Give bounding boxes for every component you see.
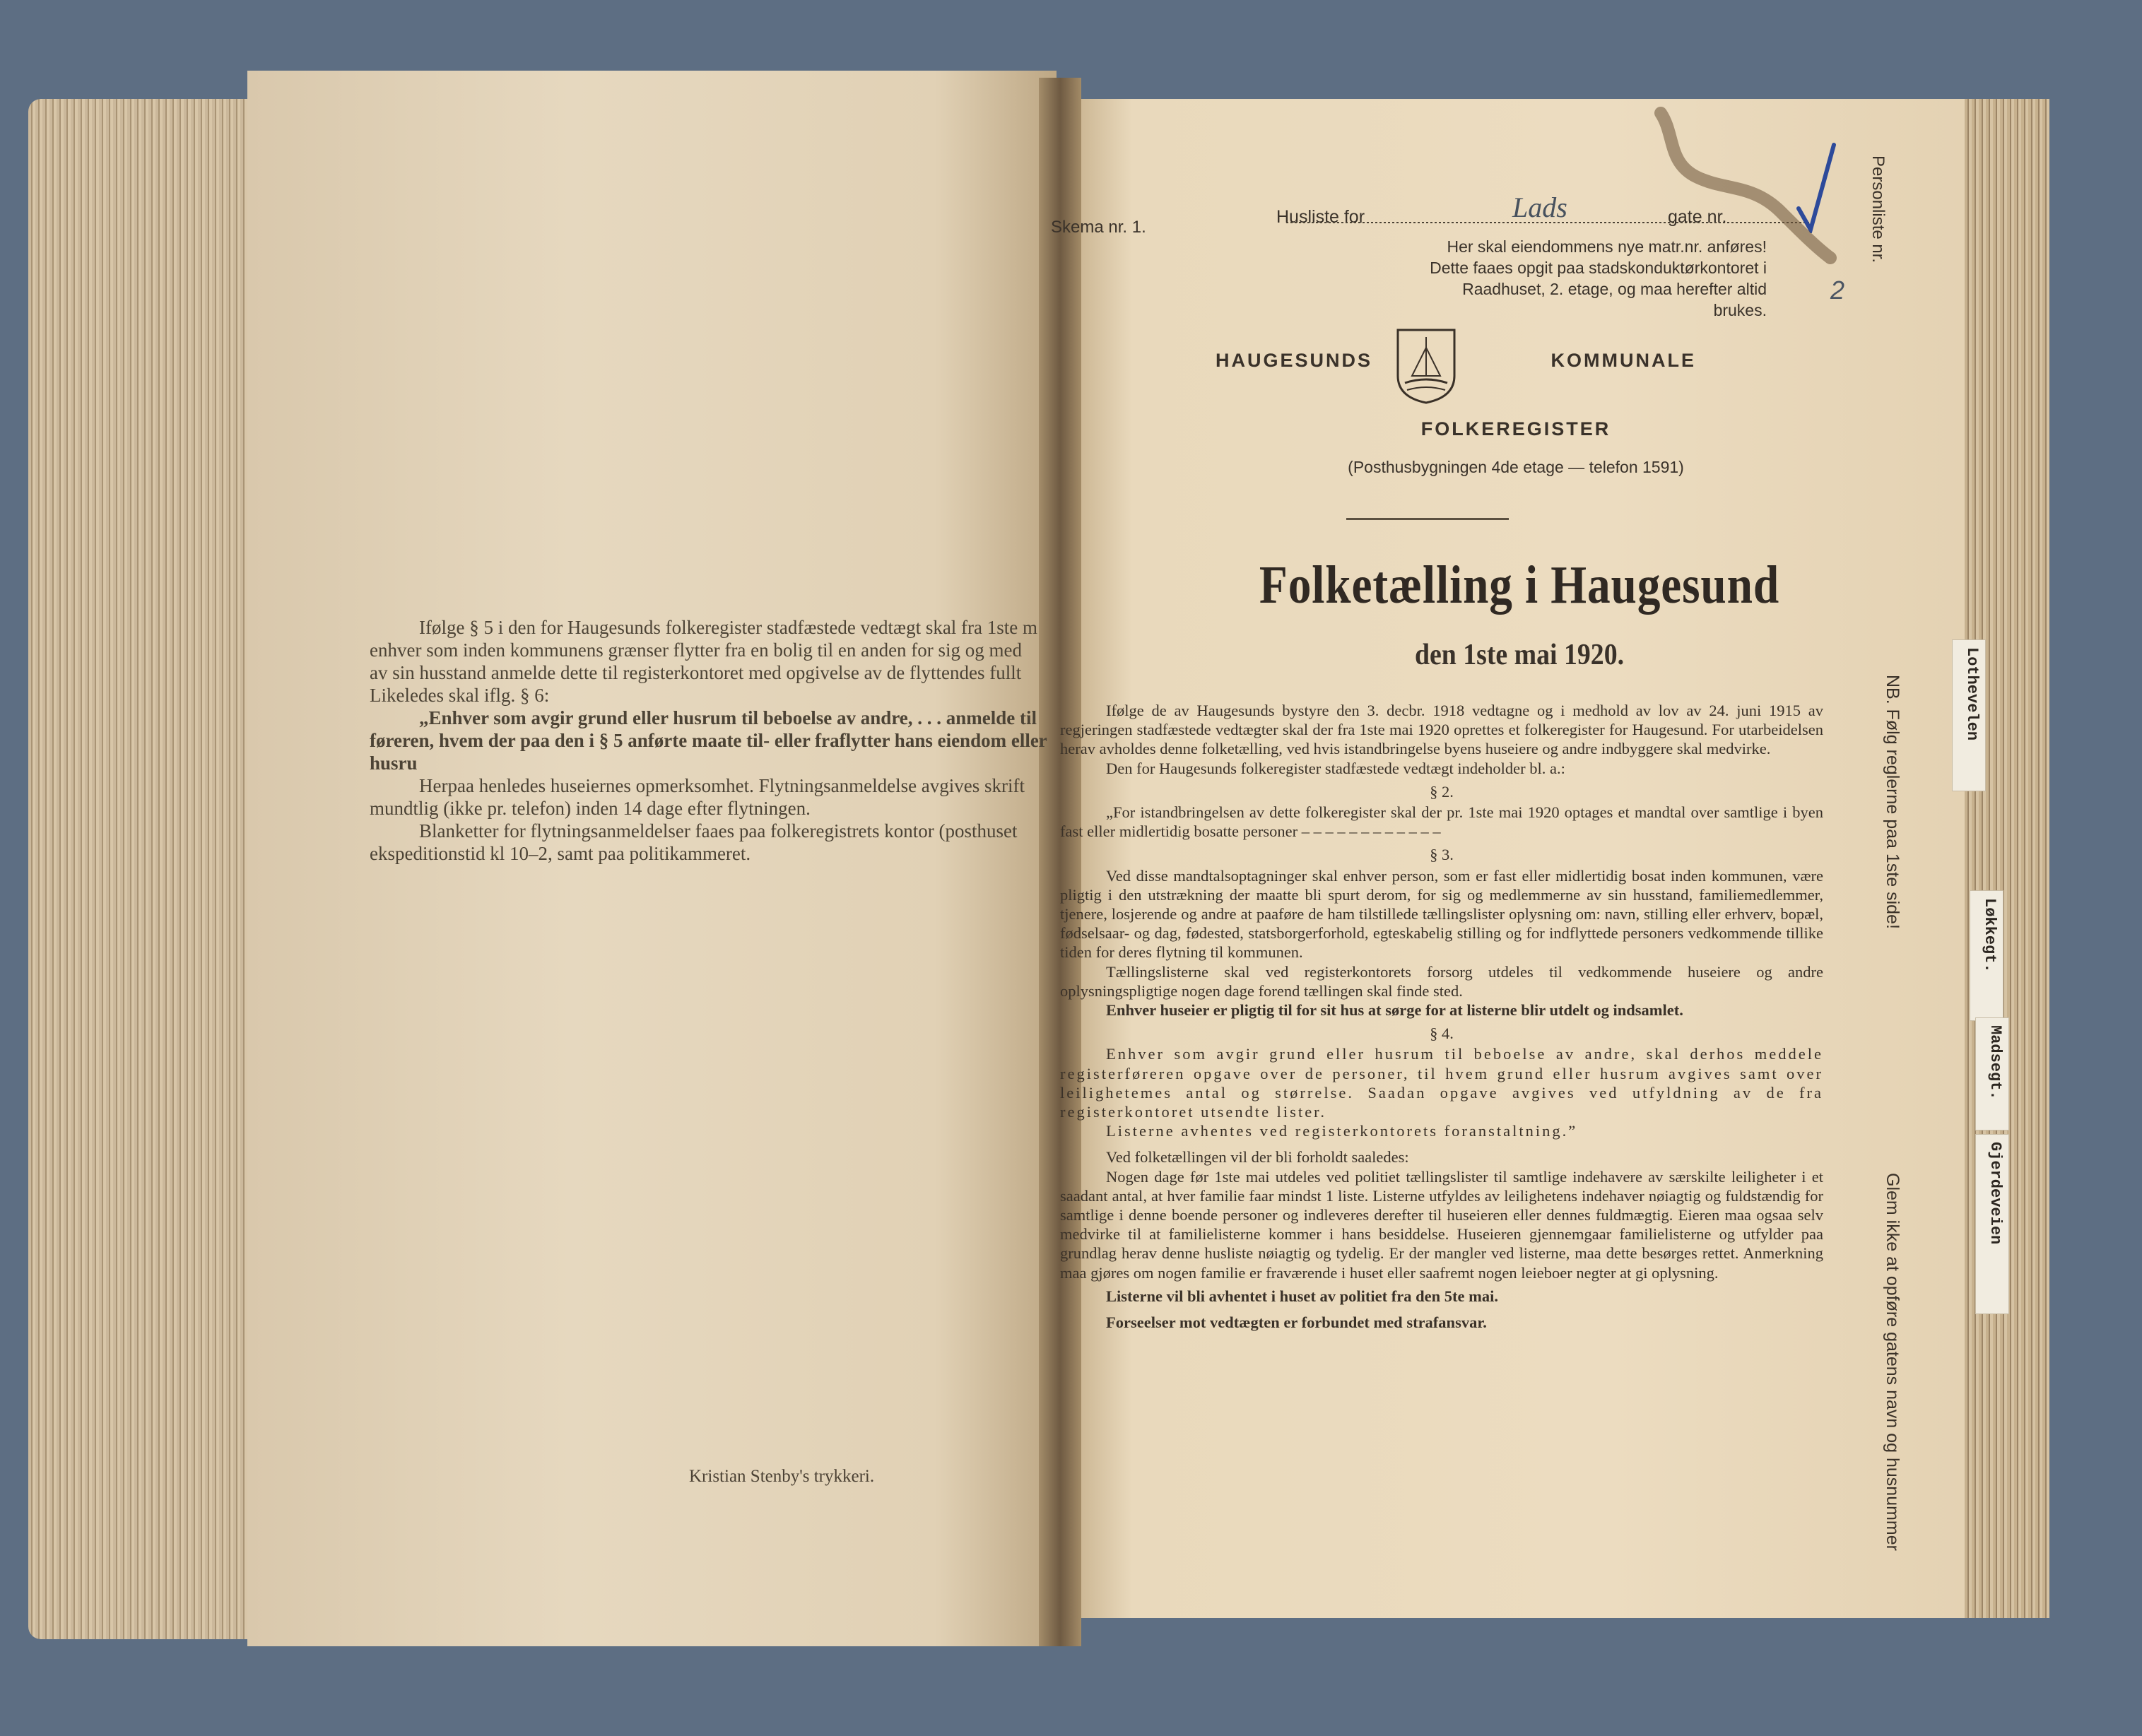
section-paragraph: „For istandbringelsen av dette folkeregister skal der pr. 1ste mai 1920 optages et mandtal over samtlige i byen fast eller midlertidig bosatte personer – – – – – – – – – – – – [1060, 803, 1823, 841]
handwritten-street: Lads [1512, 191, 1567, 223]
left-page-notice [370, 616, 1048, 865]
left-paragraph: „Enhver som avgir grund eller husrum til beboelse av andre, . . . anmelde til [419, 707, 1037, 728]
procedure-heading: Ved folketællingen vil der bli forholdt saaledes: [1106, 1148, 1409, 1167]
section-heading: § 4. [1430, 1025, 1454, 1043]
husliste-label: Husliste for [1276, 207, 1365, 227]
coat-of-arms-icon [1394, 326, 1458, 404]
left-paragraph: ekspeditionstid kl 10–2, samt paa politikammeret. [370, 843, 751, 864]
census-date: den 1ste mai 1920. [1414, 639, 1625, 671]
index-tab[interactable]: Lothevelen [1952, 639, 1986, 791]
section-paragraph: Ved disse mandtalsoptagninger skal enhver person, som er fast eller midlertidig bosat inden kommunen, være pligtig i den utstrækning der maatte bli spurt derom, for sig og medlemmerne av sin husstand, familiemedlemmer, tjenere, losjerende og andre at paaføre de ham tilstillede tællingslister oplysning om: navn, stilling eller erhverv, bopæl, fødselsaar- og dag, fødested, statsborgerforhold, egteskabelig stilling og for indflyttede personers vedkommende tillike tiden for deres flytning til kommunen. [1060, 866, 1823, 962]
left-paragraph: Ifølge § 5 i den for Haugesunds folkeregister stadfæstede vedtægt skal fra 1ste m [419, 617, 1038, 638]
intro-paragraph: Den for Haugesunds folkeregister stadfæstede vedtægt indeholder bl. a.: [1106, 759, 1565, 777]
index-tab[interactable]: Madsegt. [1975, 1017, 2009, 1130]
penalty-notice: Forseelser mot vedtægten er forbundet med strafansvar. [1106, 1313, 1487, 1332]
index-tab[interactable]: Gjerdeveien [1975, 1134, 2009, 1314]
personliste-number-handwritten: 2 [1830, 276, 1845, 305]
printer-imprint: Kristian Stenby's trykkeri. [689, 1467, 875, 1486]
book-page-edges-left [28, 99, 261, 1639]
form-number: Skema nr. 1. [1051, 218, 1146, 237]
procedure-paragraph: Nogen dage før 1ste mai utdeles ved politiet tællingslister til samtlige indehavere av særskilte leiligheter i et saadant antal, at hver familie faar mindst 1 liste. Listerne utfyldes av leilighetens indehaver nøiagtig og fuldstændig for samtlige i denne boende personer og indleveres derefter til huseieren eller dennes fuldmægtig. Eieren maa ogsaa selv medvirke til at familielisterne kommer i hans besiddelse. Huseieren gjennemgaar familielisterne og utfylder paa grundlag herav denne husliste nøiagtig og tydelig. Er der mangler ved listerne, maa dette besørges rettet. Anmerkning maa gjøres om nogen familie er fraværende i huset eller saafremt nogen leieboer negter at gi oplysning. [1060, 1167, 1823, 1282]
left-paragraph: føreren, hvem der paa den i § 5 anførte maate til- eller fraflytter hans eiendom eller husru [370, 730, 1047, 774]
registry-heading: FOLKEREGISTER [1420, 418, 1611, 439]
index-tab[interactable]: Løkkegt. [1970, 890, 2003, 1021]
registry-address: (Posthusbygningen 4de etage — telefon 1591) [1348, 458, 1684, 476]
section-heading: § 2. [1430, 782, 1454, 801]
property-number-note: Her skal eiendommens nye matr.nr. anføres! Dette faaes opgit paa stadskonduktørkontoret i Raadhuset, 2. etage, og maa herefter altid brukes. [1430, 237, 1767, 319]
pickup-notice: Listerne vil bli avhentet i huset av politiet fra den 5te mai. [1106, 1287, 1498, 1305]
personliste-label: Personliste nr. [1869, 155, 1888, 264]
nb-margin-note: NB. Følg reglerne paa 1ste side! [1883, 675, 1902, 929]
divider [1346, 518, 1509, 520]
section-paragraph: Listerne avhentes ved registerkontorets foranstaltning.” [1106, 1122, 1578, 1140]
reminder-margin-note: Glem ikke at opføre gatens navn og husnummer [1883, 1173, 1902, 1551]
section-paragraph: Enhver som avgir grund eller husrum til beboelse av andre, skal derhos meddele registerføreren opgave over de personer, til hvem grund eller husrum avgives samt over leilighetemes antal og størrelse. Saadan opgave avgives ved utfyldning av de fra registerkontoret utsendte lister. [1060, 1045, 1823, 1121]
left-paragraph: av sin husstand anmelde dette til registerkontoret med opgivelse av de flyttendes fullt [370, 662, 1022, 683]
left-paragraph: enhver som inden kommunens grænser flytter fra en bolig til en anden for sig og med [370, 639, 1023, 661]
left-paragraph: Herpaa henledes huseiernes opmerksomhet. Flytningsanmeldelse avgives skrift [419, 775, 1025, 796]
intro-paragraph: Ifølge de av Haugesunds bystyre den 3. decbr. 1918 vedtagne og i medhold av lov av 24. juni 1915 av regjeringen stadfæstede vedtægter skal der fra 1ste mai 1920 oprettes et folkeregister for Haugesund. For utarbeidelsen herav avholdes denne folketælling, ved hvis istandbringelse byens huseiere og andre indbyggere skal medvirke. [1060, 702, 1823, 758]
census-regulations [1060, 701, 1823, 1332]
left-paragraph: Likeledes skal iflg. § 6: [370, 685, 550, 706]
left-paragraph: Blanketter for flytningsanmeldelser faaes paa folkeregistrets kontor (posthuset [419, 820, 1018, 842]
municipal-right: KOMMUNALE [1550, 350, 1696, 371]
section-heading: § 3. [1430, 846, 1454, 864]
street-number-label: gate nr. [1668, 207, 1727, 227]
page-title: Folketælling i Haugesund [1259, 555, 1780, 615]
municipal-left: HAUGESUNDS [1216, 350, 1373, 371]
left-paragraph: mundtlig (ikke pr. telefon) inden 14 dage efter flytningen. [370, 798, 811, 819]
section-paragraph: Enhver huseier er pligtig til for sit hus at sørge for at listerne blir utdelt og indsamlet. [1106, 1001, 1683, 1020]
section-paragraph: Tællingslisterne skal ved registerkontorets forsorg utdeles til vedkommende huseiere og andre oplysningspligtige nogen dage forend tællingen skal finde sted. [1060, 962, 1823, 1000]
